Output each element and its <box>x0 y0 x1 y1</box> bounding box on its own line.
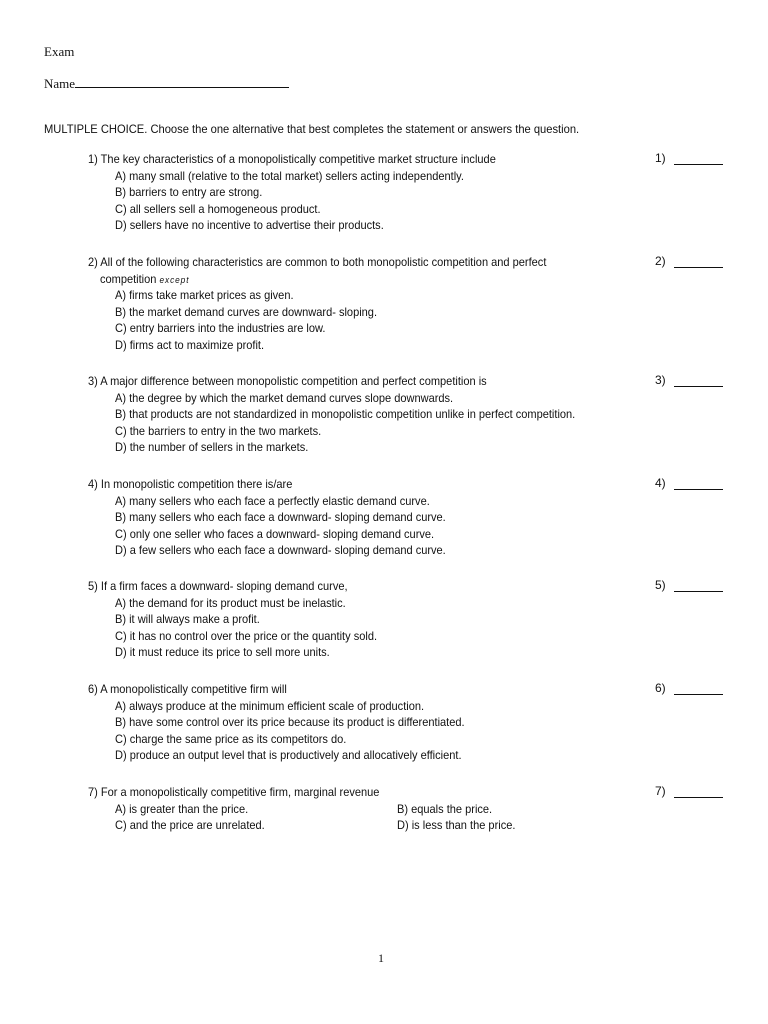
question-stem-text: 3) A major difference between monopolistic competition and perfect competition is <box>88 374 487 388</box>
stem-cont-text: competition <box>99 271 157 286</box>
choice-c[interactable]: C) charge the same price as its competitors do. <box>115 731 347 746</box>
choice-b[interactable]: B) the market demand curves are downward- sloping. <box>115 304 378 319</box>
name-label: Name <box>44 76 76 91</box>
choice-d[interactable]: D) is less than the price. <box>397 818 516 832</box>
choice-c[interactable]: C) all sellers sell a homogeneous product. <box>115 201 321 216</box>
answer-blank[interactable] <box>674 267 723 268</box>
question-stem <box>88 254 603 288</box>
name-blank[interactable] <box>75 76 289 88</box>
question-stem-text: 2) All of the following characteristics are common to both monopolistic competition and perfect <box>88 255 547 269</box>
choice-d[interactable]: D) it must reduce its price to sell more units. <box>115 645 330 659</box>
choice-a[interactable]: A) the degree by which the market demand curves slope downwards. <box>115 390 454 405</box>
choice-c[interactable]: C) entry barriers into the industries are low. <box>115 321 326 335</box>
question-number: 4) <box>655 476 666 490</box>
choice-b[interactable]: B) have some control over its price because its product is differentiated. <box>115 715 465 729</box>
question-stem-text: 6) A monopolistically competitive firm will <box>88 682 287 696</box>
name-line <box>44 76 289 92</box>
question-stem <box>88 784 603 801</box>
question-stem-text: 5) If a firm faces a downward- sloping demand curve, <box>88 579 348 593</box>
question-number: 6) <box>655 681 666 695</box>
choice-c[interactable]: C) and the price are unrelated. <box>115 818 265 832</box>
choice-d[interactable]: D) produce an output level that is productively and allocatively efficient. <box>115 748 462 762</box>
stem-emphasis: except <box>159 274 190 285</box>
question-number: 2) <box>655 254 666 268</box>
choice-a[interactable]: A) firms take market prices as given. <box>115 288 294 302</box>
choice-c[interactable]: C) the barriers to entry in the two markets. <box>115 423 322 438</box>
question-stem-text: 1) The key characteristics of a monopolistically competitive market structure include <box>88 152 496 166</box>
answer-blank[interactable] <box>674 591 723 592</box>
answer-blank[interactable] <box>674 694 723 695</box>
choice-a[interactable]: A) the demand for its product must be inelastic. <box>115 595 346 610</box>
choice-b[interactable]: B) barriers to entry are strong. <box>115 185 263 199</box>
question-stem-text: 4) In monopolistic competition there is/are <box>88 477 293 491</box>
question-number: 1) <box>655 151 666 165</box>
question-stem <box>88 151 603 168</box>
question-stem-text: 7) For a monopolistically competitive firm, marginal revenue <box>88 785 380 799</box>
question-stem <box>88 476 603 493</box>
answer-blank[interactable] <box>674 386 723 387</box>
question-number: 3) <box>655 373 666 387</box>
page-number: 1 <box>378 951 384 965</box>
answer-blank[interactable] <box>674 164 723 165</box>
choice-d[interactable]: D) sellers have no incentive to advertise their products. <box>115 218 384 232</box>
choice-b[interactable]: B) many sellers who each face a downward- sloping demand curve. <box>115 510 446 524</box>
question-stem <box>88 373 603 390</box>
question-stem <box>88 578 603 595</box>
choice-a[interactable]: A) many sellers who each face a perfectly elastic demand curve. <box>115 493 430 508</box>
choice-b[interactable]: B) that products are not standardized in monopolistic competition unlike in perfect competition. <box>115 407 576 421</box>
question-stem <box>88 681 603 698</box>
exam-title: Exam <box>44 44 75 59</box>
question-number: 5) <box>655 578 666 592</box>
answer-blank[interactable] <box>674 797 723 798</box>
choice-c[interactable]: C) it has no control over the price or the quantity sold. <box>115 628 378 643</box>
choice-d[interactable]: D) the number of sellers in the markets. <box>115 440 309 454</box>
choice-b[interactable]: B) equals the price. <box>397 801 493 816</box>
choice-a[interactable]: A) many small (relative to the total market) sellers acting independently. <box>115 168 464 183</box>
choice-c[interactable]: C) only one seller who faces a downward- sloping demand curve. <box>115 526 435 541</box>
choice-a[interactable]: A) always produce at the minimum efficient scale of production. <box>115 698 425 713</box>
choice-d[interactable]: D) firms act to maximize profit. <box>115 337 265 352</box>
choice-b[interactable]: B) it will always make a profit. <box>115 612 260 626</box>
answer-blank[interactable] <box>674 489 723 490</box>
section-header: MULTIPLE CHOICE. Choose the one alternative that best completes the statement or answers the question. <box>44 122 580 136</box>
question-stem-continuation <box>88 271 603 289</box>
choice-d[interactable]: D) a few sellers who each face a downward- sloping demand curve. <box>115 543 446 557</box>
question-number: 7) <box>655 784 666 798</box>
choice-a[interactable]: A) is greater than the price. <box>115 801 249 816</box>
